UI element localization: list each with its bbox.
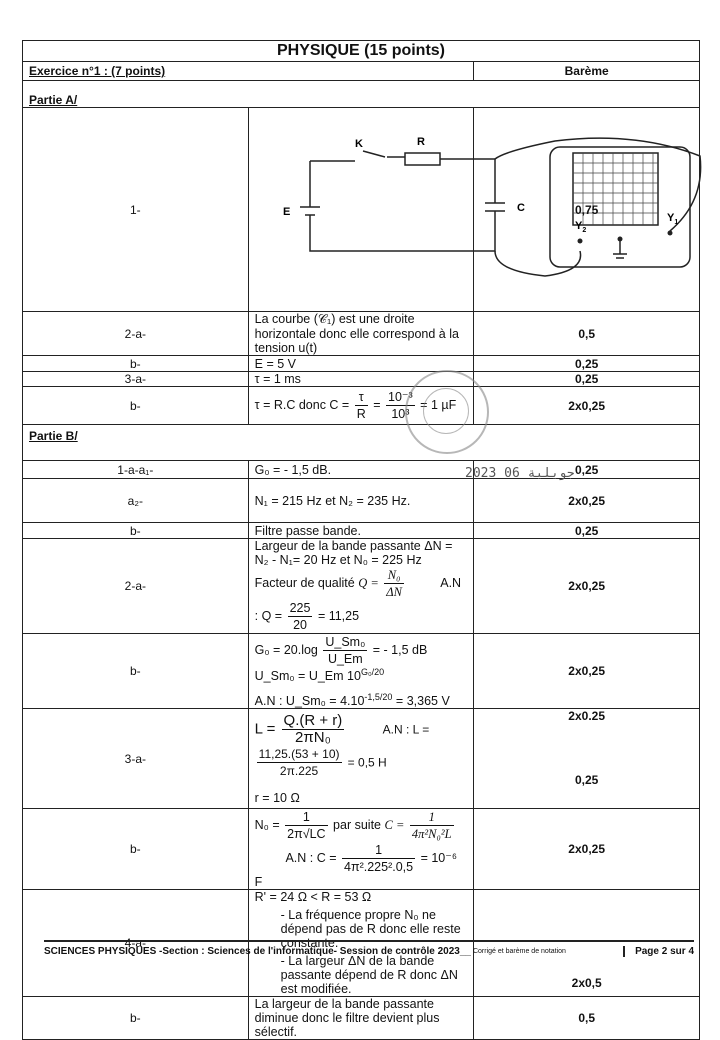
page-footer bbox=[44, 940, 694, 957]
formula-text: = 10⁻⁶ F bbox=[254, 850, 457, 889]
formula-text: C = bbox=[384, 817, 405, 832]
answer-formula bbox=[248, 809, 474, 890]
fraction: $\frac{1}{2\pi√LC}$ bbox=[287, 810, 326, 841]
answer-text: G₀ = - 1,5 dB. bbox=[248, 461, 474, 479]
bareme-header: Barème bbox=[474, 62, 700, 81]
answer-text: τ = 1 ms bbox=[248, 372, 474, 387]
formula-text: N₀ = bbox=[254, 817, 280, 832]
fraction: $\frac{225}{20}$ bbox=[289, 601, 311, 632]
answer-text: Filtre passe bande. bbox=[248, 523, 474, 539]
row-label: 4-a- bbox=[23, 890, 249, 997]
generator-label: E bbox=[282, 205, 290, 218]
formula-text: G₀ = 20.log bbox=[254, 643, 318, 658]
row-label: 3-a- bbox=[23, 372, 249, 387]
exponent: -1,5/20 bbox=[364, 691, 393, 702]
row-label: 2-a- bbox=[23, 312, 249, 356]
score: 0,25 bbox=[474, 523, 700, 539]
score: 0,75 bbox=[474, 108, 700, 312]
formula-text: A.N : C = bbox=[285, 850, 337, 865]
score-cell bbox=[474, 709, 700, 809]
fraction: $\frac{\tau}{R}$ bbox=[356, 390, 366, 421]
y1-label: $Y_1$ bbox=[666, 211, 678, 226]
circuit-diagram bbox=[255, 111, 720, 306]
formula-text: A.N : Q = bbox=[254, 575, 462, 623]
answer-formula bbox=[248, 709, 474, 809]
fraction: $\frac{1}{\text{4π²N₀²L}}$ bbox=[411, 810, 452, 841]
fraction: $\frac{\text{U\_Sm₀}}{U\_Em}$ bbox=[325, 635, 366, 667]
row-label: b- bbox=[23, 356, 249, 372]
formula-text: = - 1,5 dB bbox=[372, 643, 428, 658]
exercise-heading: Exercice n°1 : (7 points) bbox=[23, 62, 474, 81]
part-b-heading: Partie B/ bbox=[23, 425, 700, 461]
fraction: $\frac{11,25.(53 + 10)}{2\pi.225}$ bbox=[258, 746, 340, 778]
formula-text: U_Sm₀ = U_Em 10 bbox=[254, 669, 361, 684]
footer-text: SCIENCES PHYSIQUES -Section : Sciences de l'informatique- Session de contrôle 2023__ bbox=[44, 946, 471, 957]
score: 0,5 bbox=[474, 997, 700, 1040]
answer-formula bbox=[248, 539, 474, 634]
fraction: $\frac{\text{10⁻³}}{\text{10³}}$ bbox=[388, 390, 413, 421]
page-title: PHYSIQUE (15 points) bbox=[23, 41, 700, 62]
capacitor-c bbox=[485, 203, 505, 211]
answer-text: La largeur de la bande passante diminue donc le filtre devient plus sélectif. bbox=[248, 997, 474, 1040]
score: 0,25 bbox=[474, 356, 700, 372]
fraction: $\frac{1}{\text{4π².225².0,5}}$ bbox=[344, 843, 414, 874]
fraction: $\frac{Q.(R + r)}{\text{2πN₀}}$ bbox=[283, 711, 343, 746]
formula-text: = 1 µF bbox=[420, 397, 457, 412]
answer-text: - La fréquence propre N₀ ne dépend pas de R donc elle reste constante. bbox=[280, 908, 461, 950]
row-label: b- bbox=[23, 387, 249, 425]
score: 2x0,5 bbox=[474, 890, 700, 997]
y2-label: $Y_2$ bbox=[574, 219, 586, 234]
formula-text: par suite bbox=[333, 817, 381, 832]
formula-text: A.N : L = bbox=[382, 721, 430, 736]
answer-formula bbox=[248, 634, 474, 709]
score: 2x0.25 bbox=[568, 709, 605, 723]
formula-text: Facteur de qualité bbox=[254, 575, 355, 590]
row-label: 3-a- bbox=[23, 709, 249, 809]
formula-text: = bbox=[373, 397, 381, 412]
answer-text: N₁ = 215 Hz et N₂ = 235 Hz. bbox=[248, 479, 474, 523]
row-label: 2-a- bbox=[23, 539, 249, 634]
row-label: a₂- bbox=[23, 479, 249, 523]
official-stamp bbox=[405, 370, 489, 454]
score: 0,25 bbox=[574, 773, 599, 787]
formula-text: A.N : U_Sm₀ = 4.10 bbox=[254, 693, 365, 708]
row-label: 1- bbox=[23, 108, 249, 312]
correction-table bbox=[22, 40, 700, 1040]
part-a-heading: Partie A/ bbox=[23, 81, 700, 108]
resistor-r bbox=[405, 153, 440, 165]
answer-text: - La largeur ΔN de la bande passante dépend de R donc ΔN est modifiée. bbox=[280, 954, 458, 996]
answer-text: R' = 24 Ω < R = 53 Ω bbox=[254, 890, 372, 904]
row-label: 1-a-a₁- bbox=[23, 461, 249, 479]
resistor-label: R bbox=[416, 135, 425, 148]
answer-text: Largeur de la bande passante ΔN = N₂ - N₁= 20 Hz et N₀ = 225 Hz bbox=[254, 539, 453, 567]
answer-text: La courbe (𝒞₁) est une droite horizontale donc elle correspond à la tension u(t) bbox=[248, 312, 474, 356]
answer-text: r = 10 Ω bbox=[254, 790, 300, 805]
footer-subtitle: Corrigé et barème de notation bbox=[472, 948, 566, 955]
score: 0,5 bbox=[474, 312, 700, 356]
row-label: b- bbox=[23, 634, 249, 709]
score: 2x0,25 bbox=[474, 387, 700, 425]
row-label: b- bbox=[23, 997, 249, 1040]
formula-text: L = bbox=[254, 719, 276, 737]
score: 2x0,25 bbox=[474, 634, 700, 709]
page-number: Page 2 sur 4 bbox=[623, 946, 694, 957]
score: 0,25 bbox=[474, 372, 700, 387]
answer-text: E = 5 V bbox=[248, 356, 474, 372]
battery-e bbox=[300, 207, 320, 215]
stamp-date: 2023 جويلية 06 bbox=[465, 466, 575, 481]
formula-text: Q = bbox=[358, 575, 379, 590]
formula-text: τ = R.C donc C = bbox=[254, 397, 350, 412]
formula-text: = 3,365 V bbox=[395, 693, 450, 708]
row-label: b- bbox=[23, 809, 249, 890]
row-label: b- bbox=[23, 523, 249, 539]
score: 0,25 bbox=[474, 461, 700, 479]
formula-text: = 11,25 bbox=[317, 608, 360, 623]
formula-text: = 0,5 H bbox=[347, 754, 387, 769]
score: 2x0,25 bbox=[474, 809, 700, 890]
switch-label: K bbox=[354, 137, 363, 150]
capacitor-label: C bbox=[516, 201, 525, 214]
score: 2x0,25 bbox=[474, 479, 700, 523]
score: 2x0,25 bbox=[474, 539, 700, 634]
exponent: G₀/20 bbox=[360, 667, 385, 678]
fraction: $\frac{\text{N₀}}{\Delta N}$ bbox=[386, 568, 402, 599]
